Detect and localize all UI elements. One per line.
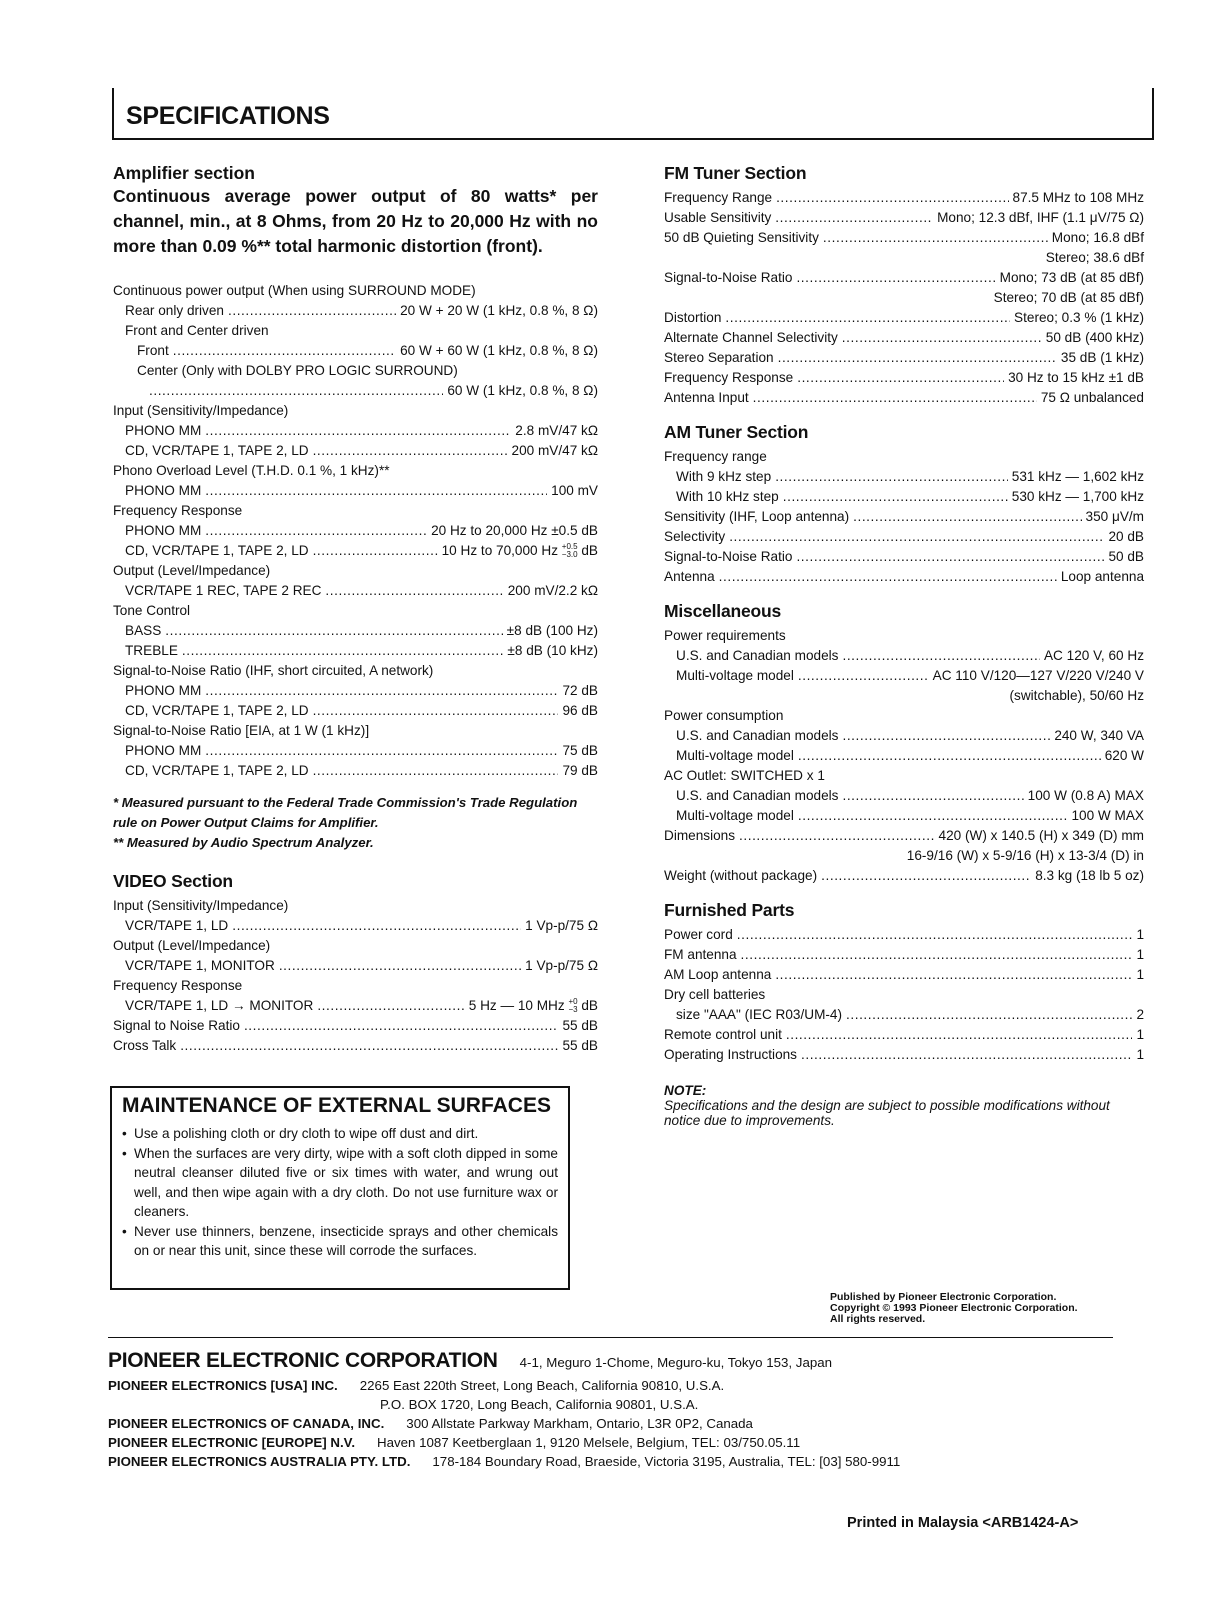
- spec-row: CD, VCR/TAPE 1, TAPE 2, LD . . . 10 Hz to 70,000 Hz +0.5 −3.0 dB: [113, 541, 598, 561]
- spec-row: Antenna . . . Loop antenna: [664, 567, 1144, 587]
- spec-row: PHONO MM . . . 2.8 mV/47 kΩ: [113, 421, 598, 441]
- am-section-title: AM Tuner Section: [664, 422, 809, 442]
- spec-row: PHONO MM . . . 72 dB: [113, 681, 598, 701]
- spec-heading: Power consumption: [664, 708, 784, 723]
- list-item: PIONEER ELECTRONIC [EUROPE] N.V. Haven 1087 Keetberglaan 1, 9120 Melsele, Belgium, TEL: 03/750.05.11: [108, 1435, 801, 1450]
- spec-heading: Output (Level/Impedance): [113, 563, 271, 578]
- maintenance-list: [112, 1124, 568, 1261]
- spec-row: . . . 60 W (1 kHz, 0.8 %, 8 Ω): [113, 381, 598, 401]
- list-item: • Never use thinners, benzene, insecticide sprays and other chemicals on or near this unit, since these will corrode the surfaces.: [122, 1222, 558, 1261]
- spec-heading: Signal-to-Noise Ratio (IHF, short circuited, A network): [113, 663, 434, 678]
- spec-row: Rear only driven . . . 20 W + 20 W (1 kHz, 0.8 %, 8 Ω): [113, 301, 598, 321]
- spec-row: Remote control unit . . . 1: [664, 1025, 1144, 1045]
- spec-heading: Signal-to-Noise Ratio [EIA, at 1 W (1 kHz)]: [113, 723, 370, 738]
- spec-row: VCR/TAPE 1, LD . . . 1 Vp-p/75 Ω: [113, 916, 598, 936]
- spec-continuation: Stereo; 70 dB (at 85 dBf): [993, 290, 1144, 305]
- maintenance-title: MAINTENANCE OF EXTERNAL SURFACES: [122, 1094, 551, 1117]
- spec-heading: Continuous power output (When using SURROUND MODE): [113, 283, 476, 298]
- spec-row: Multi-voltage model . . . 620 W: [664, 746, 1144, 766]
- spec-row: Alternate Channel Selectivity . . . 50 dB (400 kHz): [664, 328, 1144, 348]
- footnotes: [113, 793, 598, 853]
- spec-heading: Tone Control: [113, 603, 191, 618]
- spec-heading: Input (Sensitivity/Impedance): [113, 403, 289, 418]
- spec-row: Selectivity . . . 20 dB: [664, 527, 1144, 547]
- spec-row: VCR/TAPE 1, LD → MONITOR . . . 5 Hz — 10 MHz +0 −3 dB: [113, 996, 598, 1016]
- left-column: [113, 163, 598, 1056]
- spec-row: PHONO MM . . . 75 dB: [113, 741, 598, 761]
- spec-continuation: (switchable), 50/60 Hz: [1009, 688, 1144, 703]
- amplifier-lead-statement: Continuous average power output of 80 watts* per channel, min., at 8 Ohms, from 20 Hz to 20,000 Hz with no more than 0.09 %** total harmonic distortion (front).: [113, 186, 598, 256]
- spec-row: Signal-to-Noise Ratio . . . 50 dB: [664, 547, 1144, 567]
- spec-row: PHONO MM . . . 100 mV: [113, 481, 598, 501]
- list-item: P.O. BOX 1720, Long Beach, California 90801, U.S.A.: [380, 1397, 699, 1412]
- spec-heading: AC Outlet: SWITCHED x 1: [664, 768, 825, 783]
- spec-row: Power cord . . . 1: [664, 925, 1144, 945]
- corporation-addresses: [108, 1348, 1148, 1471]
- spec-heading: Phono Overload Level (T.H.D. 0.1 %, 1 kHz)**: [113, 463, 390, 478]
- spec-row: Signal-to-Noise Ratio . . . Mono; 73 dB (at 85 dBf): [664, 268, 1144, 288]
- spec-row: CD, VCR/TAPE 1, TAPE 2, LD . . . 79 dB: [113, 761, 598, 781]
- publisher-notice: Published by Pioneer Electronic Corporation. Copyright © 1993 Pioneer Electronic Corporation. All rights reserved.: [830, 1291, 1078, 1325]
- spec-row: PHONO MM . . . 20 Hz to 20,000 Hz ±0.5 dB: [113, 521, 598, 541]
- footnote-analyzer: ** Measured by Audio Spectrum Analyzer.: [113, 835, 374, 850]
- spec-row: Stereo Separation . . . 35 dB (1 kHz): [664, 348, 1144, 368]
- spec-row: With 9 kHz step . . . 531 kHz — 1,602 kHz: [664, 467, 1144, 487]
- furnished-section-title: Furnished Parts: [664, 900, 795, 920]
- spec-row: Multi-voltage model . . . 100 W MAX: [664, 806, 1144, 826]
- spec-row: Antenna Input . . . 75 Ω unbalanced: [664, 388, 1144, 408]
- spec-row: Front . . . 60 W + 60 W (1 kHz, 0.8 %, 8 Ω): [113, 341, 598, 361]
- list-item: • Use a polishing cloth or dry cloth to wipe off dust and dirt.: [122, 1124, 558, 1144]
- spec-row: FM antenna . . . 1: [664, 945, 1144, 965]
- spec-row: CD, VCR/TAPE 1, TAPE 2, LD . . . 200 mV/47 kΩ: [113, 441, 598, 461]
- divider: [108, 1337, 1113, 1338]
- spec-row: BASS . . . ±8 dB (100 Hz): [113, 621, 598, 641]
- spec-continuation: 16-9/16 (W) x 5-9/16 (H) x 13-3/4 (D) in: [906, 848, 1144, 863]
- spec-row: Usable Sensitivity . . . Mono; 12.3 dBf, IHF (1.1 μV/75 Ω): [664, 208, 1144, 228]
- spec-row: 50 dB Quieting Sensitivity . . . Mono; 16.8 dBf: [664, 228, 1144, 248]
- spec-row: Dimensions . . . 420 (W) x 140.5 (H) x 349 (D) mm: [664, 826, 1144, 846]
- footnote-ftc: * Measured pursuant to the Federal Trade Commission's Trade Regulation rule on Power Output Claims for Amplifier.: [113, 795, 578, 830]
- spec-heading: Center (Only with DOLBY PRO LOGIC SURROUND): [137, 363, 458, 378]
- list-item: PIONEER ELECTRONICS OF CANADA, INC. 300 Allstate Parkway Markham, Ontario, L3R 0P2, Canada: [108, 1416, 753, 1431]
- specifications-header: [112, 88, 1154, 140]
- spec-continuation: Stereo; 38.6 dBf: [1045, 250, 1144, 265]
- note-heading: NOTE:: [664, 1083, 707, 1098]
- spec-row: Cross Talk . . . 55 dB: [113, 1036, 598, 1056]
- list-item: PIONEER ELECTRONICS AUSTRALIA PTY. LTD. 178-184 Boundary Road, Braeside, Victoria 3195, Australia, TEL: [03] 580-9911: [108, 1454, 901, 1469]
- spec-row: CD, VCR/TAPE 1, TAPE 2, LD . . . 96 dB: [113, 701, 598, 721]
- spec-heading: Frequency Response: [113, 503, 243, 518]
- spec-row: Sensitivity (IHF, Loop antenna) . . . 350 μV/m: [664, 507, 1144, 527]
- spec-row: Multi-voltage model . . . AC 110 V/120—127 V/220 V/240 V: [664, 666, 1144, 686]
- spec-row: Distortion . . . Stereo; 0.3 % (1 kHz): [664, 308, 1144, 328]
- spec-row: AM Loop antenna . . . 1: [664, 965, 1144, 985]
- print-info: Printed in Malaysia <ARB1424-A>: [847, 1515, 1079, 1531]
- spec-heading: Power requirements: [664, 628, 786, 643]
- note-text: Specifications and the design are subject to possible modifications without notice due to improvements.: [664, 1098, 1110, 1128]
- list-item: PIONEER ELECTRONICS [USA] INC. 2265 East 220th Street, Long Beach, California 90810, U.S.A.: [108, 1378, 725, 1393]
- spec-row: VCR/TAPE 1 REC, TAPE 2 REC . . . 200 mV/2.2 kΩ: [113, 581, 598, 601]
- spec-row: TREBLE . . . ±8 dB (10 kHz): [113, 641, 598, 661]
- spec-row: Operating Instructions . . . 1: [664, 1045, 1144, 1065]
- note-block: [664, 1083, 1144, 1128]
- spec-row: U.S. and Canadian models . . . 240 W, 340 VA: [664, 726, 1144, 746]
- amplifier-section-title: Amplifier section: [113, 163, 255, 183]
- spec-heading: Frequency Response: [113, 978, 243, 993]
- spec-heading: Dry cell batteries: [664, 987, 766, 1002]
- misc-section-title: Miscellaneous: [664, 601, 782, 621]
- spec-row: U.S. and Canadian models . . . AC 120 V, 60 Hz: [664, 646, 1144, 666]
- spec-row: size "AAA" (IEC R03/UM-4) . . . 2: [664, 1005, 1144, 1025]
- right-column: [664, 163, 1144, 1128]
- page-title: SPECIFICATIONS: [126, 102, 330, 130]
- spec-row: Frequency Response . . . 30 Hz to 15 kHz ±1 dB: [664, 368, 1144, 388]
- list-item: • When the surfaces are very dirty, wipe with a soft cloth dipped in some neutral cleanser diluted five or six times with water, and wrung out well, and then wipe again with a dry cloth. Do not use furniture wax or cleaners.: [122, 1144, 558, 1222]
- spec-heading: Front and Center driven: [125, 323, 269, 338]
- fm-section-title: FM Tuner Section: [664, 163, 807, 183]
- spec-row: Frequency Range . . . 87.5 MHz to 108 MHz: [664, 188, 1144, 208]
- spec-heading: Frequency range: [664, 449, 767, 464]
- spec-row: U.S. and Canadian models . . . 100 W (0.8 A) MAX: [664, 786, 1144, 806]
- list-item: PIONEER ELECTRONIC CORPORATION 4-1, Meguro 1-Chome, Meguro-ku, Tokyo 153, Japan: [108, 1349, 833, 1372]
- spec-row: With 10 kHz step . . . 530 kHz — 1,700 kHz: [664, 487, 1144, 507]
- maintenance-box: [110, 1086, 570, 1290]
- spec-row: Weight (without package) . . . 8.3 kg (18 lb 5 oz): [664, 866, 1144, 886]
- video-section-title: VIDEO Section: [113, 871, 233, 891]
- spec-heading: Output (Level/Impedance): [113, 938, 271, 953]
- spec-row: Signal to Noise Ratio . . . 55 dB: [113, 1016, 598, 1036]
- spec-heading: Input (Sensitivity/Impedance): [113, 898, 289, 913]
- spec-row: VCR/TAPE 1, MONITOR . . . 1 Vp-p/75 Ω: [113, 956, 598, 976]
